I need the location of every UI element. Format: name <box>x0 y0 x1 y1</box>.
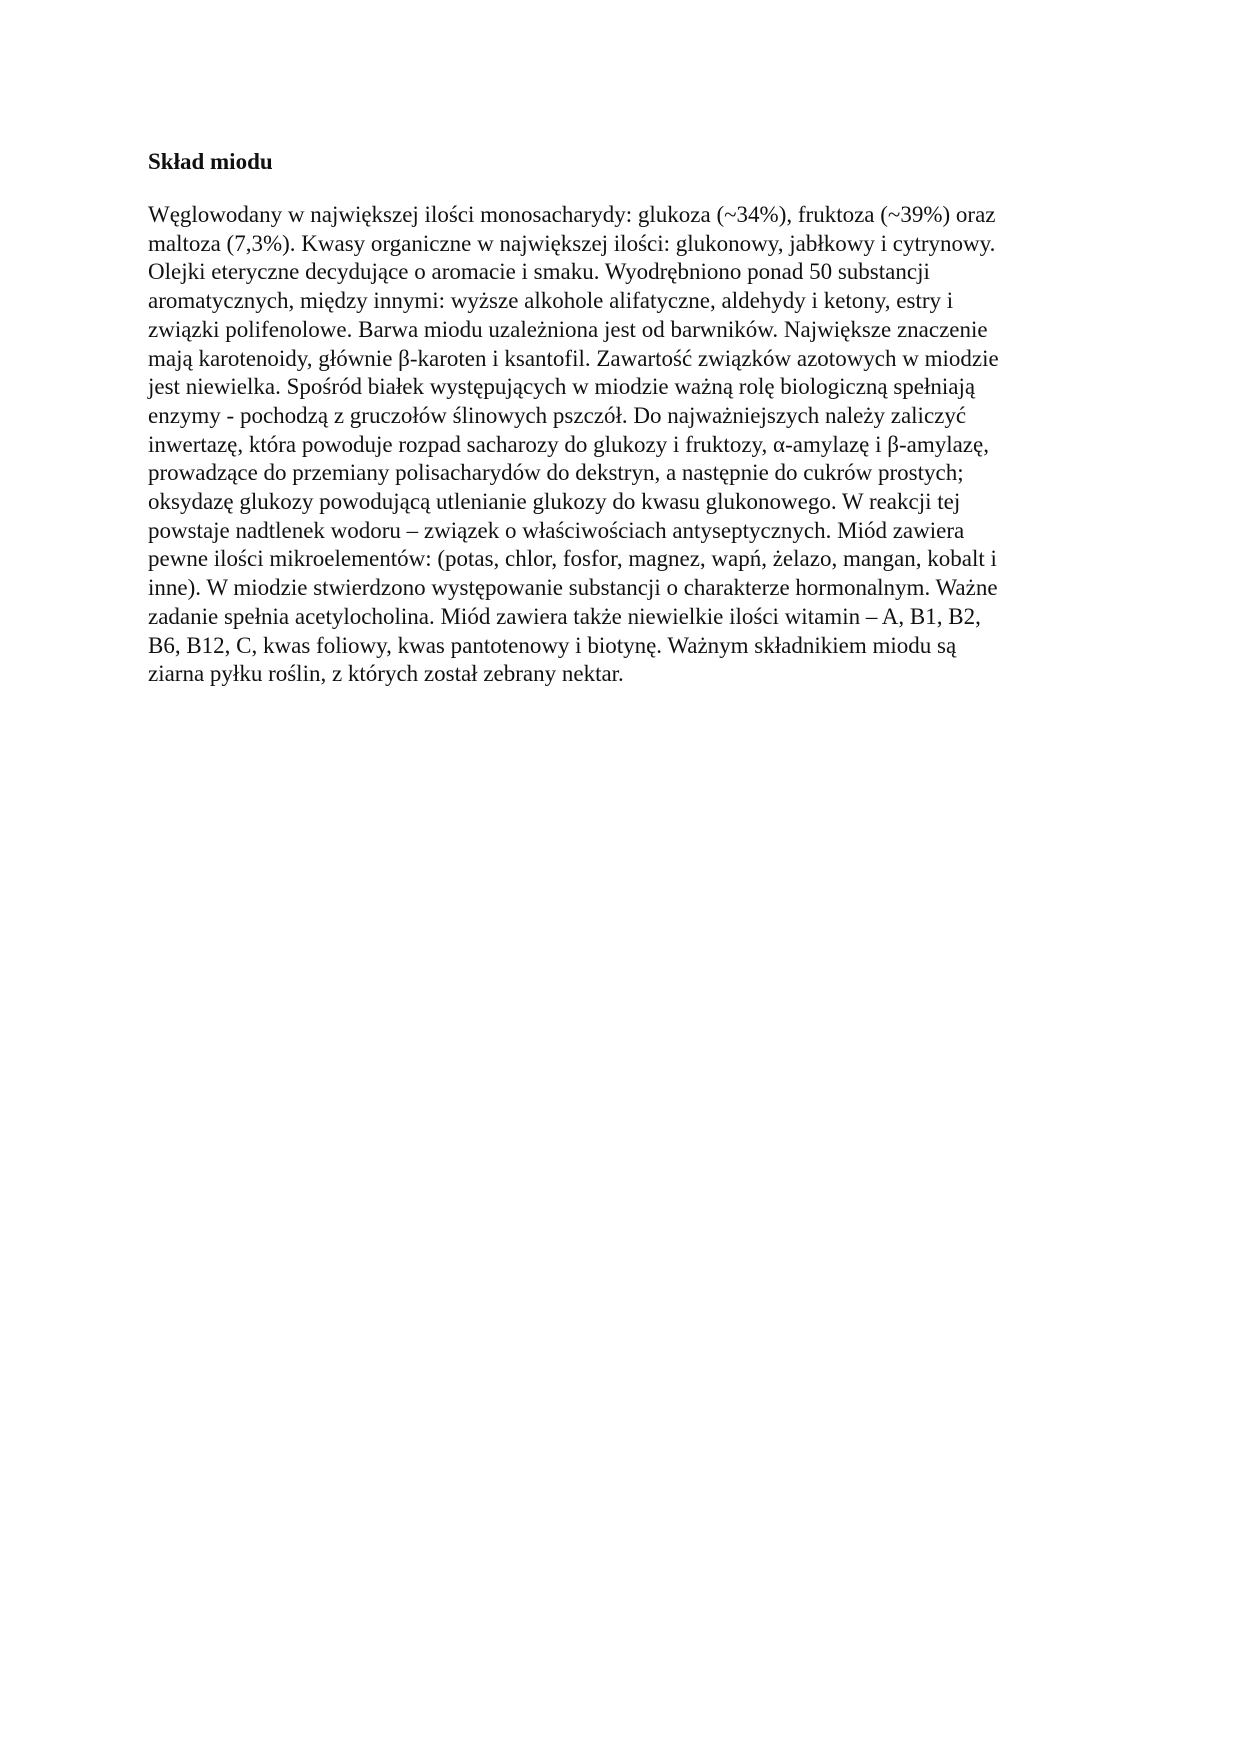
paragraph-line: związki polifenolowe. Barwa miodu uzależniona jest od barwników. Największe znaczenie <box>148 316 988 342</box>
paragraph-line: inne). W miodzie stwierdzono występowanie substancji o charakterze hormonalnym. Ważne <box>148 575 998 601</box>
document-content <box>148 146 1078 689</box>
paragraph-line: maltoza (7,3%). Kwasy organiczne w największej ilości: glukonowy, jabłkowy i cytrynowy. <box>148 230 996 256</box>
paragraph-line: Węglowodany w największej ilości monosacharydy: glukoza (~34%), fruktoza (~39%) oraz <box>148 202 996 227</box>
paragraph-line: pewne ilości mikroelementów: (potas, chlor, fosfor, magnez, wapń, żelazo, mangan, kobalt i <box>148 546 997 572</box>
body-paragraph <box>148 201 1078 689</box>
paragraph-line: zadanie spełnia acetylocholina. Miód zawiera także niewielkie ilości witamin – A, B1, B2, <box>148 603 981 629</box>
paragraph-line: Olejki eteryczne decydujące o aromacie i smaku. Wyodrębniono ponad 50 substancji <box>148 259 930 285</box>
paragraph-line: ziarna pyłku roślin, z których został zebrany nektar. <box>148 661 624 687</box>
paragraph-line: powstaje nadtlenek wodoru – związek o właściwościach antyseptycznych. Miód zawiera <box>148 517 965 543</box>
paragraph-line: B6, B12, C, kwas foliowy, kwas pantotenowy i biotynę. Ważnym składnikiem miodu są <box>148 632 957 658</box>
paragraph-line: enzymy - pochodzą z gruczołów ślinowych pszczół. Do najważniejszych należy zaliczyć <box>148 402 967 428</box>
paragraph-line: prowadzące do przemiany polisacharydów do dekstryn, a następnie do cukrów prostych; <box>148 460 964 486</box>
document-title: Skład miodu <box>148 149 273 174</box>
paragraph-line: aromatycznych, między innymi: wyższe alkohole alifatyczne, aldehydy i ketony, estry i <box>148 288 954 314</box>
paragraph-line: jest niewielka. Spośród białek występujących w miodzie ważną rolę biologiczną spełniają <box>148 374 976 400</box>
paragraph-line: inwertazę, która powoduje rozpad sacharozy do glukozy i fruktozy, α-amylazę i β-amylazę, <box>148 431 989 457</box>
paragraph-line: oksydazę glukozy powodującą utlenianie glukozy do kwasu glukonowego. W reakcji tej <box>148 489 961 515</box>
paragraph-line: mają karotenoidy, głównie β-karoten i ksantofil. Zawartość związków azotowych w miodzie <box>148 345 999 371</box>
